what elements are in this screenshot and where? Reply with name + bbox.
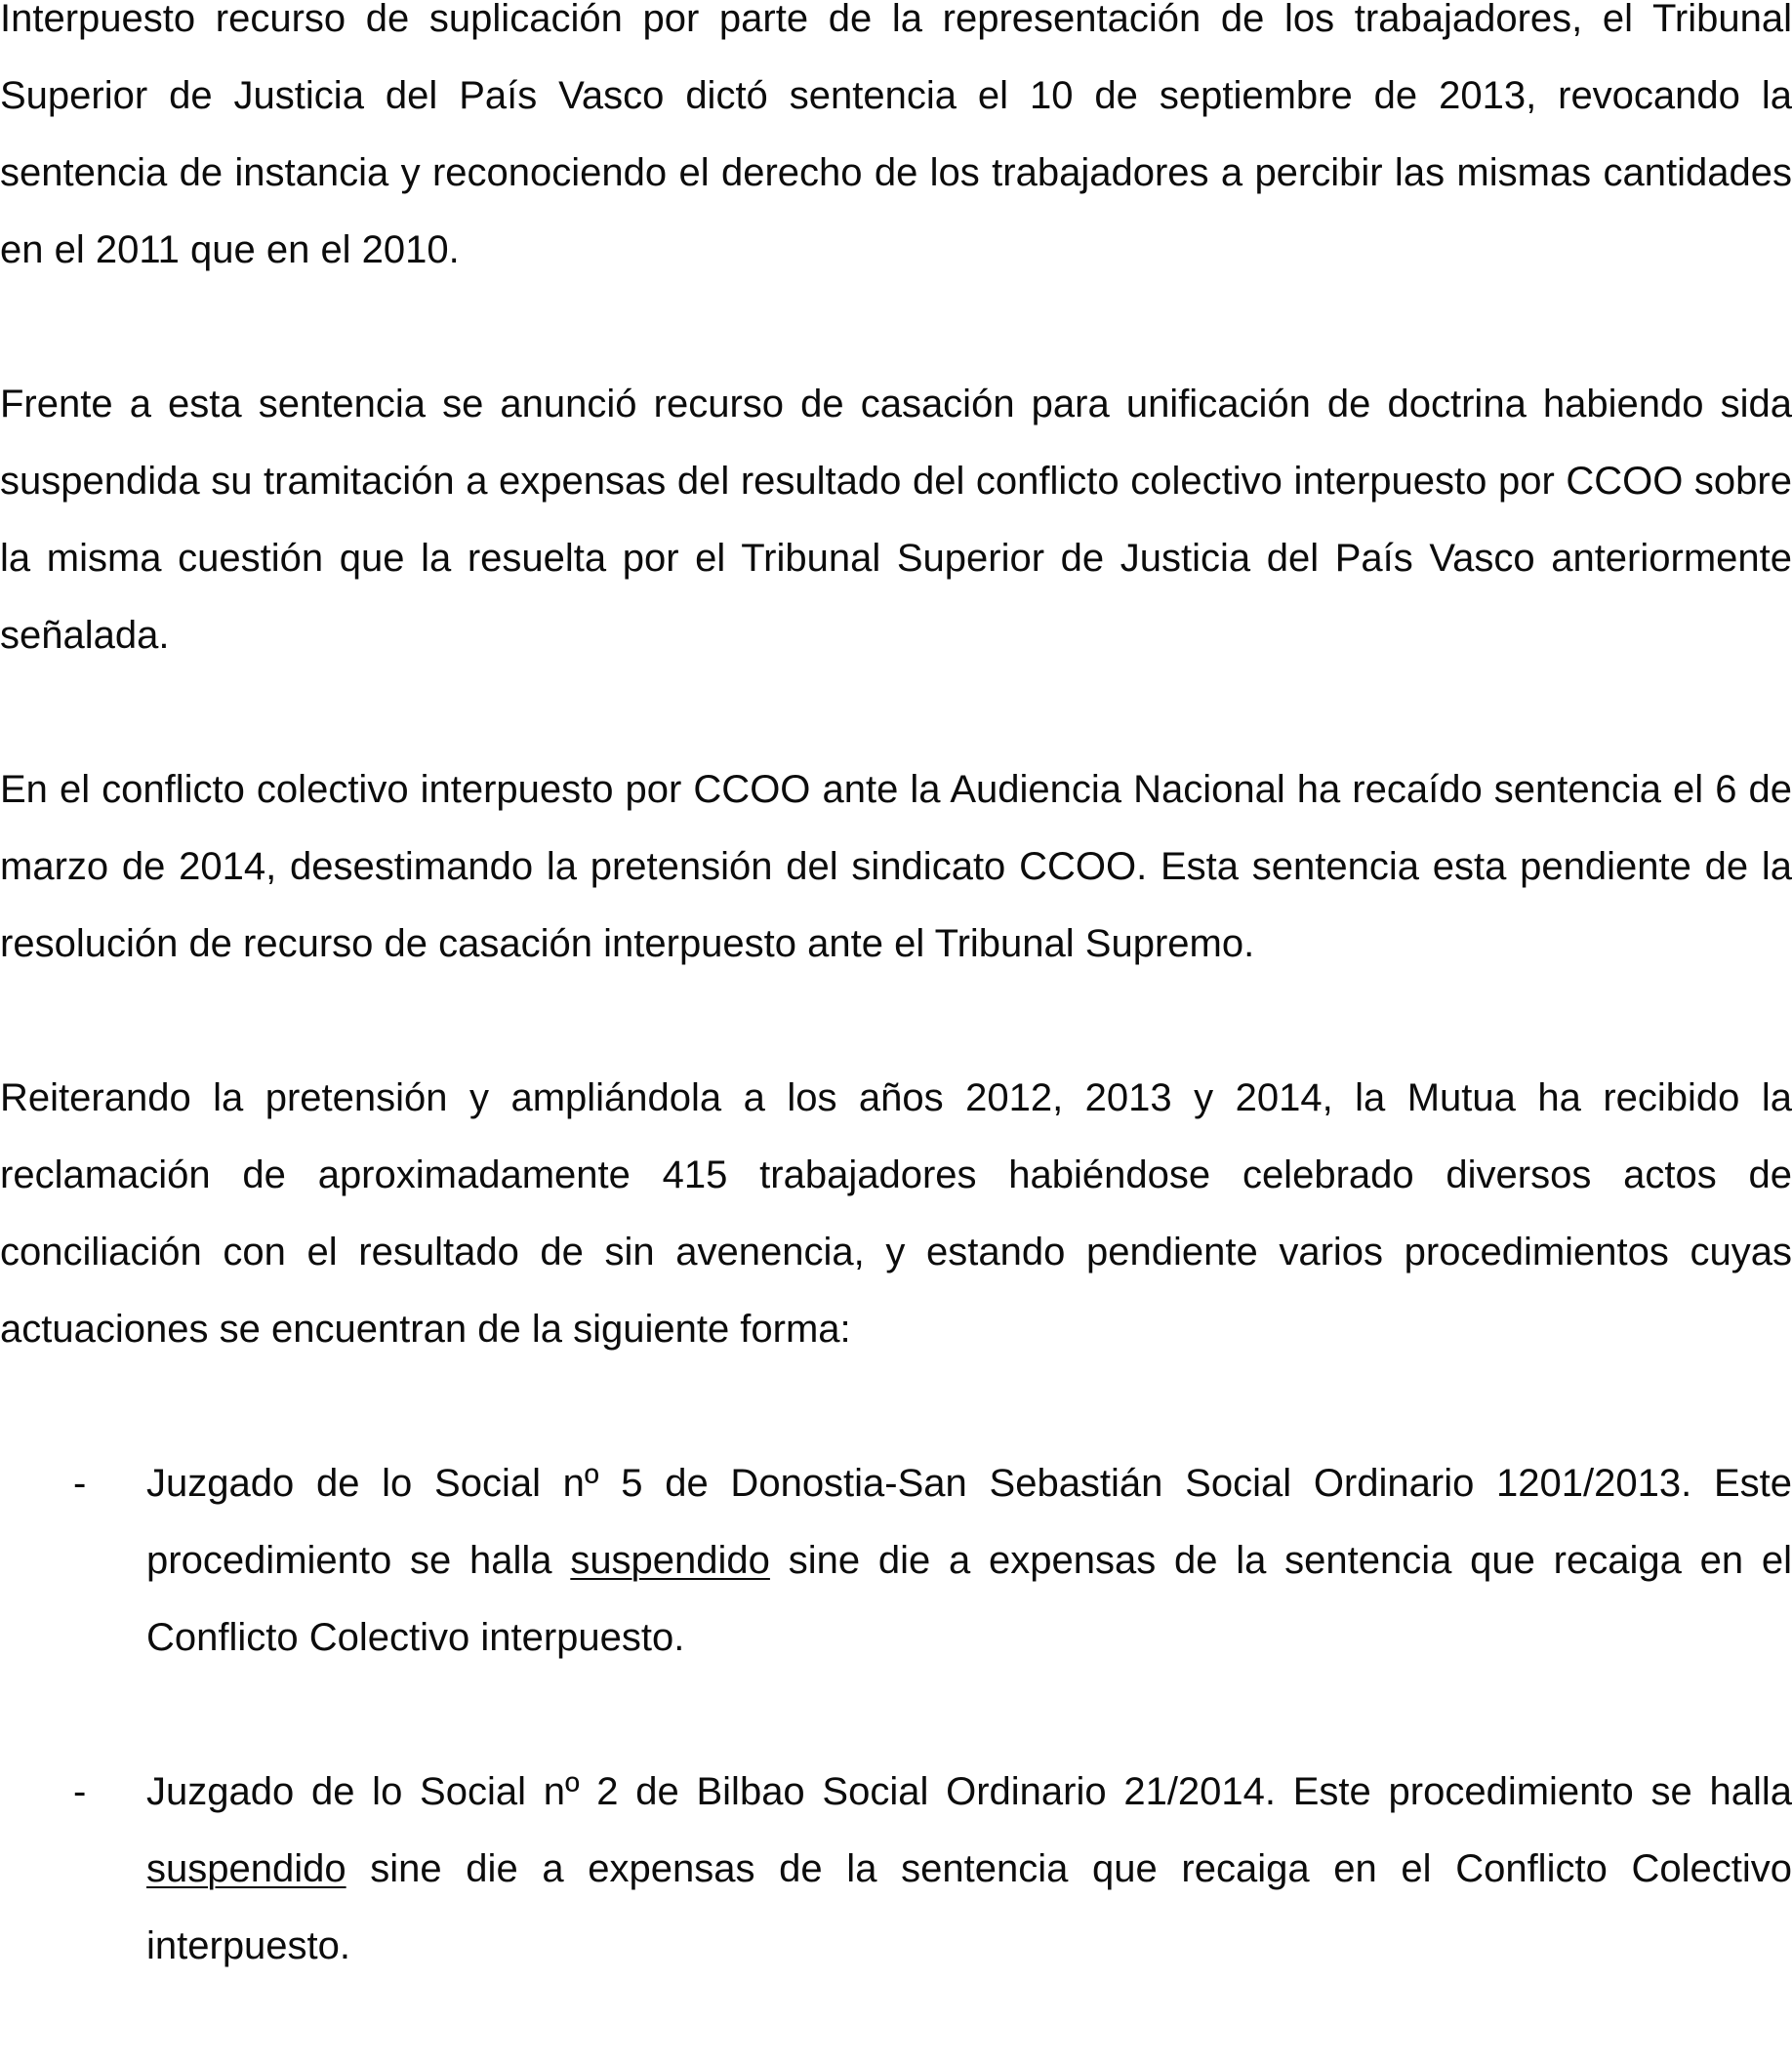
paragraph-conflicto-colectivo: En el conflicto colectivo interpuesto por CCOO ante la Audiencia Nacional ha recaído sentencia el 6 de marzo de 2014, desestimando la pretensión del sindicato CCOO. Esta sentencia esta pendiente de la resolución de recurso de casación interpuesto ante el Tribunal Supremo. bbox=[0, 768, 1792, 965]
list-item-text-continued: sine die a expensas de la sentencia que recaiga en el Conflicto Colectivo interpuesto. bbox=[146, 1847, 1792, 1967]
list-item-bilbao bbox=[0, 1754, 1792, 1985]
list-item-donostia bbox=[0, 1445, 1792, 1677]
underlined-suspendido: suspendido bbox=[570, 1539, 770, 1582]
underlined-suspendido: suspendido bbox=[146, 1847, 346, 1890]
list-dash-marker: - bbox=[73, 1462, 87, 1505]
paragraph-recurso-casacion: Frente a esta sentencia se anunció recurso de casación para unificación de doctrina habiendo sida suspendida su tramitación a expensas del resultado del conflicto colectivo interpuesto por CCOO sobre la misma cuestión que la resuelta por el Tribunal Superior de Justicia del País Vasco anteriormente señalada. bbox=[0, 383, 1792, 657]
paragraph-recurso-suplicacion: Interpuesto recurso de suplicación por parte de la representación de los trabajadores, el Tribunal Superior de Justicia del País Vasco dictó sentencia el 10 de septiembre de 2013, revocando la sentencia de instancia y reconociendo el derecho de los trabajadores a percibir las mismas cantidades en el 2011 que en el 2010. bbox=[0, 0, 1792, 271]
list-item-text: Juzgado de lo Social nº 2 de Bilbao Social Ordinario 21/2014. Este procedimiento se halla bbox=[146, 1770, 1792, 1813]
list-dash-marker: - bbox=[73, 1770, 87, 1813]
paragraph-reclamacion-trabajadores: Reiterando la pretensión y ampliándola a los años 2012, 2013 y 2014, la Mutua ha recibido la reclamación de aproximadamente 415 trabajadores habiéndose celebrado diversos actos de conciliación con el resultado de sin avenencia, y estando pendiente varios procedimientos cuyas actuaciones se encuentran de la siguiente forma: bbox=[0, 1076, 1792, 1351]
list-item-text: Juzgado de lo Social nº 5 de Donostia-San Sebastián Social Ordinario 1201/2013. Este procedimiento se halla bbox=[146, 1462, 1792, 1582]
list-item-text-continued: sine die a expensas de la sentencia que recaiga en el Conflicto Colectivo interpuesto. bbox=[146, 1539, 1792, 1659]
